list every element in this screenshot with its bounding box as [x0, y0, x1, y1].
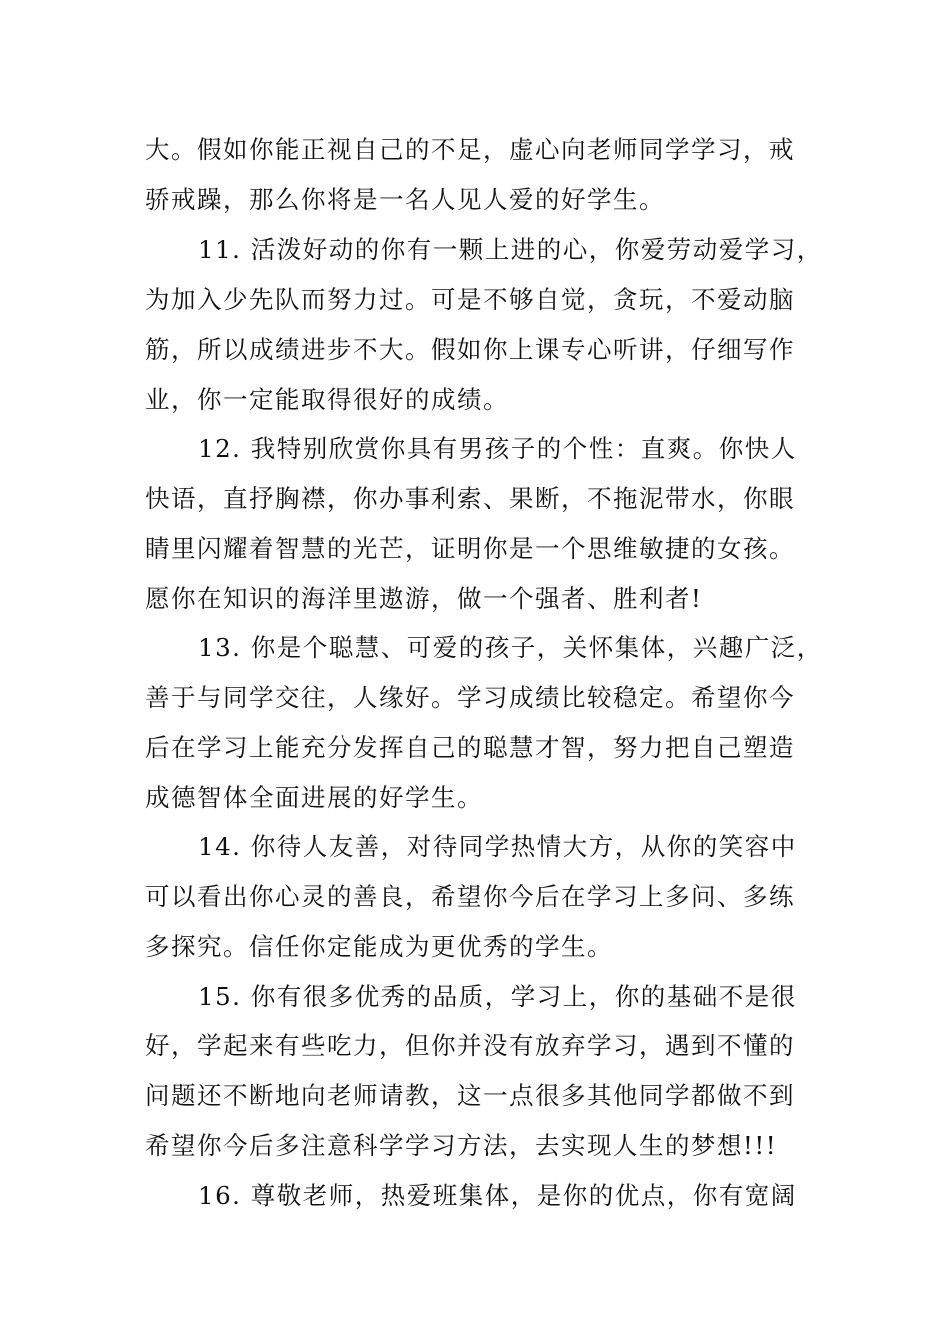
text-line: 可以看出你心灵的善良，希望你今后在学习上多问、多练 — [145, 882, 795, 911]
text-line: 好，学起来有些吃力，但你并没有放弃学习，遇到不懂的 — [145, 1031, 795, 1060]
text-line: 成德智体全面进展的好学生。 — [145, 783, 483, 812]
text-line: 愿你在知识的海洋里遨游，做一个强者、胜利者! — [145, 584, 703, 613]
paragraph-start-line: 14. 你待人友善，对待同学热情大方，从你的笑容中 — [198, 832, 797, 861]
text-line: 多探究。信任你定能成为更优秀的学生。 — [145, 932, 613, 961]
paragraph-start-line: 15. 你有很多优秀的品质，学习上，你的基础不是很 — [198, 982, 797, 1011]
paragraph-start-line: 16. 尊敬老师，热爱班集体，是你的优点，你有宽阔 — [198, 1181, 797, 1210]
paragraph-start-line: 13. 你是个聪慧、可爱的孩子，关怀集体，兴趣广泛， — [198, 633, 823, 662]
text-line: 后在学习上能充分发挥自己的聪慧才智，努力把自己塑造 — [145, 733, 795, 762]
text-line: 快语，直抒胸襟，你办事利索、果断，不拖泥带水，你眼 — [145, 484, 795, 513]
text-line: 希望你今后多注意科学学习方法，去实现人生的梦想!!! — [145, 1131, 778, 1160]
text-line: 大。假如你能正视自己的不足，虚心向老师同学学习，戒 — [145, 135, 795, 164]
text-line: 问题还不断地向老师请教，这一点很多其他同学都做不到 — [145, 1081, 795, 1110]
text-line: 业，你一定能取得很好的成绩。 — [145, 385, 509, 414]
paragraph-start-line: 12. 我特别欣赏你具有男孩子的个性：直爽。你快人 — [198, 434, 797, 463]
text-line: 为加入少先队而努力过。可是不够自觉，贪玩，不爱动脑 — [145, 285, 795, 314]
text-line: 睛里闪耀着智慧的光芒，证明你是一个思维敏捷的女孩。 — [145, 534, 795, 563]
text-line: 善于与同学交往，人缘好。学习成绩比较稳定。希望你今 — [145, 683, 795, 712]
text-line: 筋，所以成绩进步不大。假如你上课专心听讲，仔细写作 — [145, 335, 795, 364]
paragraph-start-line: 11. 活泼好动的你有一颗上进的心，你爱劳动爱学习， — [198, 235, 823, 264]
text-line: 骄戒躁，那么你将是一名人见人爱的好学生。 — [145, 185, 665, 214]
